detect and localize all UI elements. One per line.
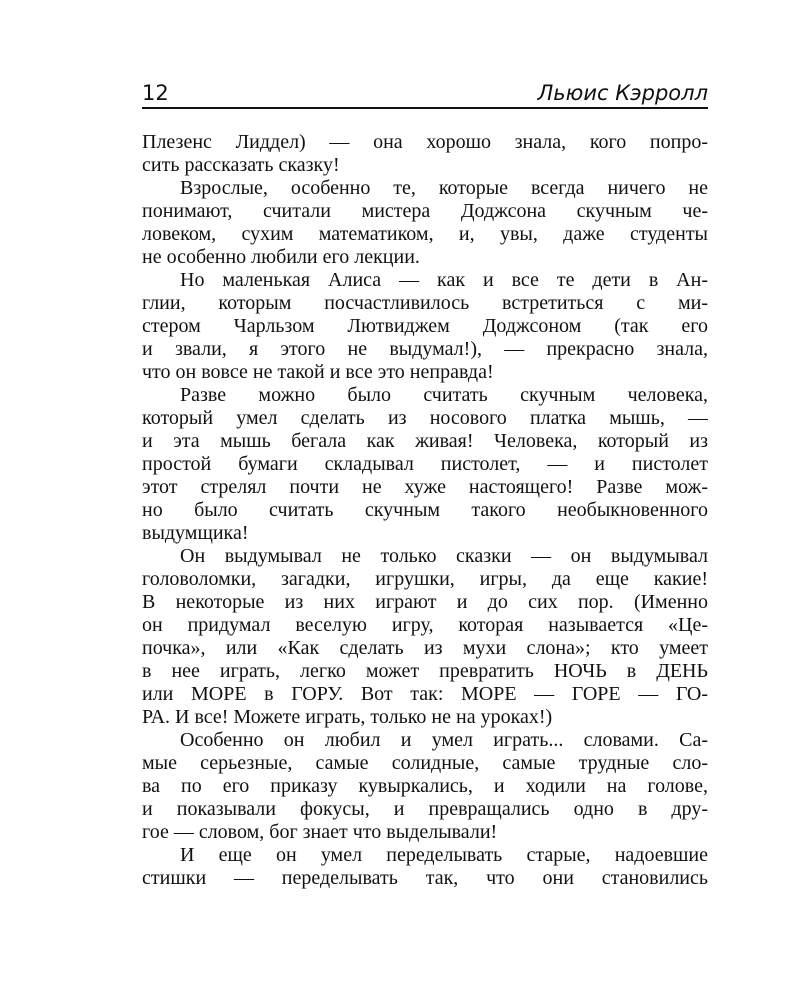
text-line: Разве можно было считать скучным человека,	[180, 384, 708, 406]
text-line: что он вовсе не такой и все это неправда!	[142, 361, 494, 383]
text-line: головоломки, загадки, игрушки, игры, да еще какие!	[142, 568, 708, 590]
text-line: Особенно он любил и умел играть... словами. Са-	[180, 729, 708, 751]
text-line: Плезенс Лиддел) — она хорошо знала, кого попро-	[142, 131, 708, 153]
text-line: И еще он умел переделывать старые, надоевшие	[180, 844, 708, 866]
text-line: этот стрелял почти не хуже настоящего! Разве мож-	[142, 476, 708, 498]
text-line: гое — словом, бог знает что выделывали!	[142, 821, 498, 843]
text-line: ловеком, сухим математиком, и, увы, даже студенты	[142, 223, 708, 245]
text-line: РА. И все! Можете играть, только не на уроках!)	[142, 706, 553, 728]
text-line: который умел сделать из носового платка мышь, —	[142, 407, 708, 429]
body-text	[142, 131, 708, 890]
text-line: понимают, считали мистера Доджсона скучным че-	[142, 200, 708, 222]
header-rule	[142, 107, 708, 109]
text-line: он придумал веселую игру, которая называется «Це-	[142, 614, 708, 636]
text-line: стером Чарльзом Лютвиджем Доджсоном (так его	[142, 315, 708, 337]
text-line: простой бумаги складывал пистолет, — и пистолет	[142, 453, 708, 475]
text-line: стишки — переделывать так, что они становились	[142, 867, 708, 889]
page-number: 12	[142, 81, 169, 105]
text-line: сить рассказать сказку!	[142, 154, 340, 176]
text-line: Но маленькая Алиса — как и все те дети в Ан-	[180, 269, 708, 291]
text-line: почка», или «Как сделать из мухи слона»; кто умеет	[142, 637, 708, 659]
text-line: в нее играть, легко может превратить НОЧЬ в ДЕНЬ	[142, 660, 708, 682]
page-header	[142, 80, 708, 108]
text-line: В некоторые из них играют и до сих пор. (Именно	[142, 591, 708, 613]
text-line: ва по его приказу кувыркались, и ходили на голове,	[142, 775, 708, 797]
text-line: или МОРЕ в ГОРУ. Вот так: МОРЕ — ГОРЕ — ГО-	[142, 683, 708, 705]
text-line: Взрослые, особенно те, которые всегда ничего не	[180, 177, 708, 199]
text-line: но было считать скучным такого необыкновенного	[142, 499, 708, 521]
text-line: и звали, я этого не выдумал!), — прекрасно знала,	[142, 338, 708, 360]
text-line: выдумщика!	[142, 522, 249, 544]
text-line: и показывали фокусы, и превращались одно в дру-	[142, 798, 708, 820]
running-title: Льюис Кэрролл	[537, 81, 708, 105]
text-line: мые серьезные, самые солидные, самые трудные сло-	[142, 752, 708, 774]
text-line: не особенно любили его лекции.	[142, 246, 420, 268]
text-line: и эта мышь бегала как живая! Человека, который из	[142, 430, 708, 452]
text-line: Он выдумывал не только сказки — он выдумывал	[180, 545, 708, 567]
text-line: глии, которым посчастливилось встретиться с ми-	[142, 292, 708, 314]
